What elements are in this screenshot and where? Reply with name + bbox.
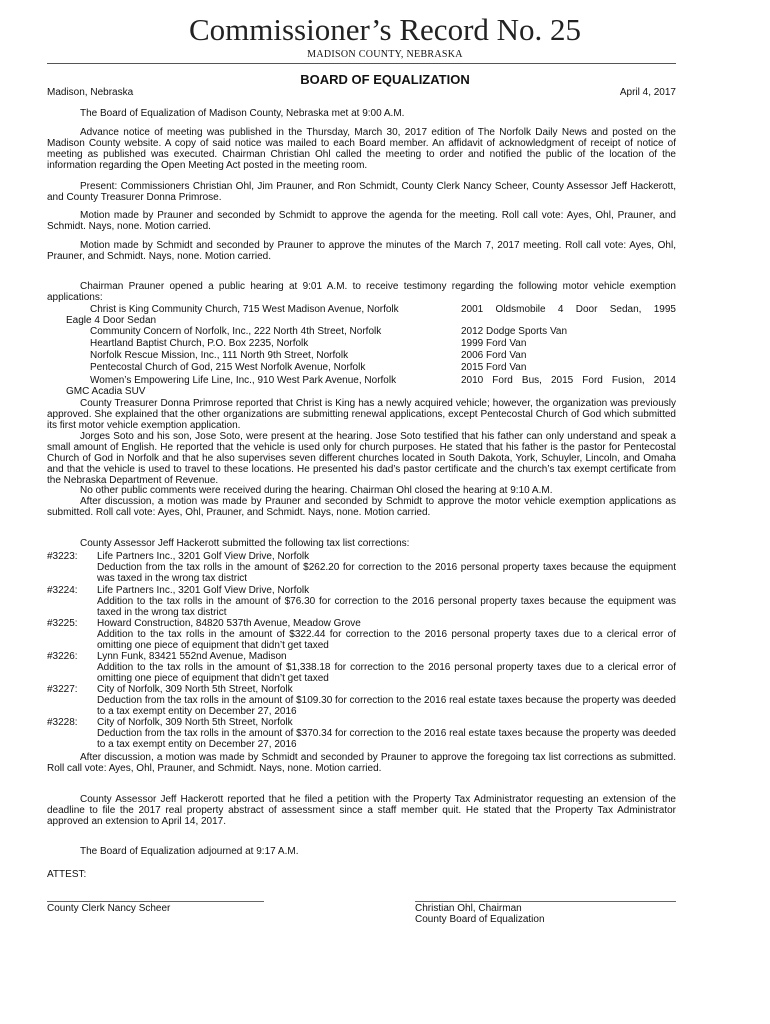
paragraph-agenda-motion: Motion made by Prauner and seconded by Schmidt to approve the agenda for the meeting. Roll call vote: Ayes, Ohl, Prauner, and Schmidt. Nays, none. Motion carried. <box>47 210 676 232</box>
exemption-vehicle-continued: Eagle 4 Door Sedan <box>66 315 157 326</box>
paragraph-meeting-time: The Board of Equalization of Madison County, Nebraska met at 9:00 A.M. <box>80 108 405 119</box>
exemption-vehicle: 2010 Ford Bus, 2015 Ford Fusion, 2014 <box>461 375 676 386</box>
paragraph-hearing-closed: No other public comments were received during the hearing. Chairman Ohl closed the hearing at 9:10 A.M. <box>80 485 553 496</box>
header-rule <box>47 63 676 64</box>
county-subtitle: MADISON COUNTY, NEBRASKA <box>307 49 463 60</box>
paragraph-exemption-motion: After discussion, a motion was made by Prauner and seconded by Schmidt to approve the motor vehicle exemption applications as submitted. Roll call vote: Ayes, Ohl, Prauner, and Schmidt. Nays, none. Motion carried. <box>47 496 676 518</box>
exemption-organization: Norfolk Rescue Mission, Inc., 111 North 9th Street, Norfolk <box>90 350 349 361</box>
tax-correction-detail: Deduction from the tax rolls in the amount of $109.30 for correction to the 2016 real estate taxes because the property was deeded to a tax exempt entity on December 27, 2016 <box>97 695 676 717</box>
tax-correction-detail: Addition to the tax rolls in the amount of $1,338.18 for correction to the 2016 personal property taxes due to a clerical error of omitting one piece of equipment that didn’t get taxed <box>97 662 676 684</box>
tax-correction-number: #3227: <box>47 684 78 695</box>
paragraph-hearing-open: Chairman Prauner opened a public hearing at 9:01 A.M. to receive testimony regarding the following motor vehicle exemption applications: <box>47 281 676 303</box>
tax-correction-detail: Addition to the tax rolls in the amount of $322.44 for correction to the 2016 personal property taxes due to a clerical error of omitting one piece of equipment that didn’t get taxed <box>97 629 676 651</box>
exemption-organization: Community Concern of Norfolk, Inc., 222 North 4th Street, Norfolk <box>90 326 382 337</box>
paragraph-treasurer-report: County Treasurer Donna Primrose reported that Christ is King has a newly acquired vehicle; however, the organization was previously approved. She explained that the other organizations are submitting renewal applications, except Pentecostal Church of God which submitted its first motor vehicle exemption application. <box>47 398 676 431</box>
tax-correction-entity: Life Partners Inc., 3201 Golf View Drive, Norfolk <box>97 585 310 596</box>
paragraph-extension-report: County Assessor Jeff Hackerott reported that he filed a petition with the Property Tax Administrator requesting an extension of the deadline to file the 2017 real property abstract of assessment since a staff member quit. He stated that the Property Tax Administrator approved an extension to April 14, 2017. <box>47 794 676 827</box>
exemption-organization: Pentecostal Church of God, 215 West Norfolk Avenue, Norfolk <box>90 362 366 373</box>
exemption-organization: Heartland Baptist Church, P.O. Box 2235, Norfolk <box>90 338 309 349</box>
tax-correction-number: #3225: <box>47 618 78 629</box>
paragraph-soto-testimony: Jorges Soto and his son, Jose Soto, were present at the hearing. Jose Soto testified that his father can only understand and speak a small amount of English. He reported that the vehicle is used only for church purposes. He stated that his father is the pastor for Pentecostal Church of God in Norfolk and that he also supervises seven different churches located in South Dakota, York, Schuyler, Lincoln, and Omaha and that the vehicle is used to travel to these locations. He presented his dad’s pastor certificate and the church’s tax exempt certificate from the Nebraska Department of Revenue. <box>47 431 676 486</box>
tax-correction-number: #3224: <box>47 585 78 596</box>
paragraph-present: Present: Commissioners Christian Ohl, Jim Prauner, and Ron Schmidt, County Clerk Nancy Scheer, County Assessor Jeff Hackerott, and County Treasurer Donna Primrose. <box>47 181 676 203</box>
chairman-signature-line <box>415 901 676 902</box>
record-masthead: Commissioner’s Record No. 25 <box>188 12 582 47</box>
tax-correction-number: #3228: <box>47 717 78 728</box>
paragraph-minutes-motion: Motion made by Schmidt and seconded by Prauner to approve the minutes of the March 7, 2017 meeting. Roll call vote: Ayes, Ohl, Prauner, and Schmidt. Nays, none. Motion carried. <box>47 240 676 262</box>
exemption-vehicle: 2015 Ford Van <box>461 362 527 373</box>
tax-correction-number: #3223: <box>47 551 78 562</box>
paragraph-tax-list-motion: After discussion, a motion was made by Schmidt and seconded by Prauner to approve the foregoing tax list corrections as submitted. Roll call vote: Ayes, Ohl, Prauner, and Schmidt. Nays, none. Motion carried. <box>47 752 676 774</box>
tax-correction-entity: Lynn Funk, 83421 552nd Avenue, Madison <box>97 651 287 662</box>
exemption-organization: Christ is King Community Church, 715 West Madison Avenue, Norfolk <box>90 304 399 315</box>
clerk-signature-line <box>47 901 264 902</box>
tax-correction-entity: City of Norfolk, 309 North 5th Street, Norfolk <box>97 684 293 695</box>
tax-correction-detail: Deduction from the tax rolls in the amount of $370.34 for correction to the 2016 real estate taxes because the property was deeded to a tax exempt entity on December 27, 2016 <box>97 728 676 750</box>
chairman-signature-title: County Board of Equalization <box>415 914 545 925</box>
paragraph-adjournment: The Board of Equalization adjourned at 9:17 A.M. <box>80 846 299 857</box>
clerk-signature-name: County Clerk Nancy Scheer <box>47 903 171 914</box>
paragraph-tax-list-intro: County Assessor Jeff Hackerott submitted the following tax list corrections: <box>80 538 410 549</box>
tax-correction-number: #3226: <box>47 651 78 662</box>
chairman-signature-name: Christian Ohl, Chairman <box>415 903 522 914</box>
paragraph-advance-notice: Advance notice of meeting was published in the Thursday, March 30, 2017 edition of The Norfolk Daily News and posted on the Madison County website. A copy of said notice was mailed to each Board member. An affidavit of acknowledgment of receipt of notice of meeting as published was executed. Chairman Christian Ohl called the meeting to order and notified the public of the location of the information regarding the Open Meeting Act posted in the meeting room. <box>47 127 676 171</box>
tax-correction-entity: City of Norfolk, 309 North 5th Street, Norfolk <box>97 717 293 728</box>
exemption-vehicle: 2001 Oldsmobile 4 Door Sedan, 1995 <box>461 304 676 315</box>
exemption-vehicle: 1999 Ford Van <box>461 338 527 349</box>
exemption-vehicle: 2006 Ford Van <box>461 350 527 361</box>
tax-correction-entity: Life Partners Inc., 3201 Golf View Drive, Norfolk <box>97 551 310 562</box>
meeting-location: Madison, Nebraska <box>47 87 134 98</box>
attest-label: ATTEST: <box>47 869 87 880</box>
tax-correction-detail: Addition to the tax rolls in the amount of $76.30 for correction to the 2016 personal property taxes because the equipment was taxed in the wrong tax district <box>97 596 676 618</box>
board-title: BOARD OF EQUALIZATION <box>300 72 470 87</box>
tax-correction-detail: Deduction from the tax rolls in the amount of $262.20 for correction to the 2016 personal property taxes because the equipment was taxed in the wrong tax district <box>97 562 676 584</box>
exemption-vehicle-continued: GMC Acadia SUV <box>66 386 146 397</box>
exemption-vehicle: 2012 Dodge Sports Van <box>461 326 568 337</box>
tax-correction-entity: Howard Construction, 84820 537th Avenue, Meadow Grove <box>97 618 361 629</box>
exemption-organization: Women’s Empowering Life Line, Inc., 910 West Park Avenue, Norfolk <box>90 375 397 386</box>
meeting-date: April 4, 2017 <box>619 87 676 98</box>
